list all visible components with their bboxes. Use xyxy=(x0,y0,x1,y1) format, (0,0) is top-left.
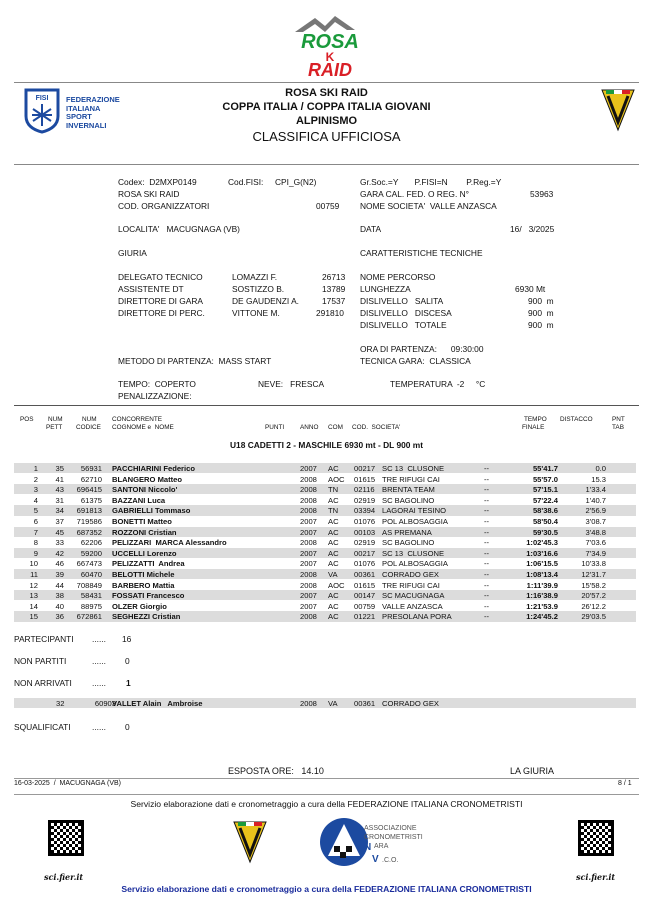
cell-name: UCCELLI Lorenzo xyxy=(112,548,177,558)
cell-codice: 708849 xyxy=(76,580,102,590)
cell-punti: -- xyxy=(484,527,490,537)
cell-pett: 34 xyxy=(55,506,64,516)
cell-soc: SC 13 CLUSONE xyxy=(382,464,445,473)
cell-name: SEGHEZZI Cristian xyxy=(112,612,181,622)
cell-punti: -- xyxy=(484,538,490,548)
cell-anno: 2007 xyxy=(300,601,317,611)
cell-anno: 2007 xyxy=(300,548,317,558)
cod-org-label: COD. ORGANIZZATORI xyxy=(118,201,210,211)
cell-anno: 2007 xyxy=(300,517,317,526)
date-place: 16-03-2025 / MACUGNAGA (VB) xyxy=(14,780,121,787)
assoc-line-4: N xyxy=(364,842,372,853)
col-tempo: TEMPO xyxy=(524,416,547,423)
cod-org-number: 00759 xyxy=(316,201,340,211)
official-role: DIRETTORE DI GARA xyxy=(118,296,204,306)
official-role: DIRETTORE DI PERC. xyxy=(118,308,205,318)
cell-punti: -- xyxy=(484,612,490,622)
col-pos: POS xyxy=(20,416,34,423)
codex: Codex: D2MXP0149 xyxy=(118,177,197,187)
nome-societa: NOME SOCIETA' VALLE ANZASCA xyxy=(360,201,497,211)
cell-distacco: 15.3 xyxy=(591,474,606,484)
cell-codice: 667473 xyxy=(76,559,102,569)
cell-cod: 00759 xyxy=(354,601,376,611)
cell-distacco: 10'33.8 xyxy=(581,559,606,569)
cell-codice: 58431 xyxy=(80,591,102,601)
event-discipline: ALPINISMO xyxy=(295,115,358,127)
official-role: ASSISTENTE DT xyxy=(118,284,184,294)
assoc-line-2: CRONOMETRISTI xyxy=(364,834,423,841)
table-row xyxy=(14,527,636,537)
caratteristiche-heading: CARATTERISTICHE TECNICHE xyxy=(360,248,483,258)
cell-pos: 14 xyxy=(29,601,38,611)
dnf-com: VA xyxy=(328,699,338,708)
cell-soc: POL ALBOSAGGIA xyxy=(382,517,448,526)
cell-cod: 00217 xyxy=(354,548,376,558)
cell-cod: 02919 xyxy=(354,495,376,505)
cell-punti: -- xyxy=(484,580,490,590)
cell-tempo: 1:16'38.9 xyxy=(526,591,558,601)
tech-label: DISLIVELLO DISCESA xyxy=(360,308,452,318)
official-code: 291810 xyxy=(316,308,344,318)
localita: LOCALITA' MACUGNAGA (VB) xyxy=(118,224,240,234)
fisi-line-3: SPORT xyxy=(66,112,92,121)
cell-punti: -- xyxy=(484,570,490,579)
cell-punti: -- xyxy=(484,506,490,516)
cell-tempo: 1:24'45.2 xyxy=(526,612,558,622)
cell-tempo: 1:06'15.5 xyxy=(526,559,558,569)
tech-value: 6930 Mt xyxy=(515,284,546,294)
cell-tempo: 55'41.7 xyxy=(532,464,558,473)
cell-name: BLANGERO Matteo xyxy=(112,474,183,484)
col-cognome: COGNOME e NOME xyxy=(112,424,174,431)
non-partiti-value: 0 xyxy=(125,656,130,666)
cell-pos: 4 xyxy=(33,495,38,505)
col-concorrente: CONCORRENTE xyxy=(112,416,163,423)
table-row xyxy=(14,558,636,568)
cod-fisi: Cod.FISI: CPI_G(N2) xyxy=(228,177,317,187)
neve: NEVE: FRESCA xyxy=(258,379,325,389)
tech-label: NOME PERCORSO xyxy=(360,272,436,282)
data-value: 16/ 3/2025 xyxy=(510,224,555,234)
cell-punti: -- xyxy=(484,601,490,611)
cell-punti: -- xyxy=(484,517,490,526)
col-anno: ANNO xyxy=(300,424,319,431)
official-code: 13789 xyxy=(322,284,346,294)
cell-codice: 88975 xyxy=(80,601,102,611)
esposta-ore: ESPOSTA ORE: 14.10 xyxy=(228,766,324,776)
cell-com: AC xyxy=(328,517,339,526)
table-rule xyxy=(14,405,639,406)
official-name: DE GAUDENZI A. xyxy=(232,296,300,306)
cell-distacco: 12'31.7 xyxy=(581,570,606,579)
cell-pos: 10 xyxy=(29,559,38,569)
cell-punti: -- xyxy=(484,591,490,601)
table-row xyxy=(14,484,636,494)
dots: ...... xyxy=(92,678,106,688)
cell-cod: 01221 xyxy=(354,612,376,622)
cell-name: BAZZANI Luca xyxy=(112,495,166,505)
table-row xyxy=(14,495,636,505)
cell-name: SANTONI Niccolo' xyxy=(112,485,178,495)
table-row xyxy=(14,590,636,600)
cell-anno: 2008 xyxy=(300,474,317,484)
cell-name: PELIZZARI MARCA Alessandro xyxy=(112,538,227,548)
cell-soc: PRESOLANA PORA xyxy=(382,612,452,622)
cell-codice: 691813 xyxy=(76,506,102,516)
cell-pos: 13 xyxy=(29,591,38,601)
flags: Gr.Soc.=Y P.FISI=N P.Reg.=Y xyxy=(360,177,502,187)
cell-tempo: 1:08'13.4 xyxy=(526,570,558,579)
cell-distacco: 2'56.9 xyxy=(585,506,606,516)
cell-pos: 15 xyxy=(29,612,38,622)
classification-title: CLASSIFICA UFFICIOSA xyxy=(252,129,401,144)
cell-punti: -- xyxy=(484,474,490,484)
cell-distacco: 0.0 xyxy=(595,464,606,473)
event-subtitle: COPPA ITALIA / COPPA ITALIA GIOVANI xyxy=(222,101,431,113)
cell-pett: 46 xyxy=(55,559,64,569)
cell-cod: 01615 xyxy=(354,474,376,484)
logo-text-k: K xyxy=(325,50,335,64)
cell-tempo: 1:02'45.3 xyxy=(526,538,558,548)
category-heading: U18 CADETTI 2 - MASCHILE 6930 mt - DL 900 mt xyxy=(230,440,423,450)
cell-soc: TRE RIFUGI CAI xyxy=(382,580,440,590)
cell-com: AC xyxy=(328,538,339,548)
cell-distacco: 29'03.5 xyxy=(581,612,606,622)
cell-name: BELOTTI Michele xyxy=(112,570,175,579)
cell-anno: 2007 xyxy=(300,591,317,601)
cell-cod: 00103 xyxy=(354,527,376,537)
cell-pos: 12 xyxy=(29,580,38,590)
dnf-name: VALLET Alain Ambroise xyxy=(112,699,203,708)
tech-label: DISLIVELLO SALITA xyxy=(360,296,444,306)
cell-pos: 2 xyxy=(33,474,38,484)
cell-tempo: 59'30.5 xyxy=(532,527,558,537)
page-number: 8 / 1 xyxy=(618,780,632,787)
col-codice: CODICE xyxy=(76,424,101,431)
fisi-acronym: FISI xyxy=(35,95,49,102)
cell-com: AOC xyxy=(328,580,345,590)
tecnica-gara: TECNICA GARA: CLASSICA xyxy=(360,356,471,366)
dnf-row xyxy=(14,698,636,708)
cell-com: TN xyxy=(328,485,339,495)
col-distacco: DISTACCO xyxy=(560,416,593,423)
cell-pett: 45 xyxy=(55,527,64,537)
cell-anno: 2008 xyxy=(300,538,317,548)
cell-tempo: 1:21'53.9 xyxy=(526,601,558,611)
cell-punti: -- xyxy=(484,559,490,569)
table-row xyxy=(14,611,636,621)
cell-pett: 43 xyxy=(55,485,64,495)
cell-punti: -- xyxy=(484,548,490,558)
cell-tempo: 57'22.4 xyxy=(532,495,558,505)
cell-com: AC xyxy=(328,495,339,505)
table-row xyxy=(14,537,636,547)
cell-tempo: 58'50.4 xyxy=(532,517,558,526)
fisi-coppa-logo-bottom xyxy=(232,818,268,864)
race-name: ROSA SKI RAID xyxy=(118,189,180,199)
cell-name: ROZZONI Cristian xyxy=(112,527,177,537)
cell-cod: 02116 xyxy=(354,485,375,495)
cell-pos: 8 xyxy=(33,538,38,548)
cell-tempo: 1:11'39.9 xyxy=(526,580,558,590)
cell-soc: SC 13 CLUSONE xyxy=(382,548,445,558)
cell-pett: 42 xyxy=(55,548,64,558)
tempo-meteo: TEMPO: COPERTO xyxy=(118,379,196,389)
cell-anno: 2007 xyxy=(300,527,317,537)
qr-code-right xyxy=(578,820,614,856)
tech-label: DISLIVELLO TOTALE xyxy=(360,320,447,330)
non-partiti-label: NON PARTITI xyxy=(14,656,67,666)
cell-cod: 01076 xyxy=(354,559,376,569)
penalizzazione: PENALIZZAZIONE: xyxy=(118,391,192,401)
data-label: DATA xyxy=(360,224,382,234)
temperatura: TEMPERATURA -2 °C xyxy=(390,379,486,389)
cell-name: PELIZZATTI Andrea xyxy=(112,559,185,569)
cell-com: AC xyxy=(328,591,339,601)
logo-text-raid: RAID xyxy=(308,60,352,78)
cell-distacco: 15'58.2 xyxy=(581,580,606,590)
cell-soc: BRENTA TEAM xyxy=(382,485,435,495)
table-row xyxy=(14,548,636,558)
tech-label: LUNGHEZZA xyxy=(360,284,411,294)
official-code: 26713 xyxy=(322,272,346,282)
cell-name: PACCHIARINI Federico xyxy=(112,464,195,473)
cell-anno: 2008 xyxy=(300,570,317,579)
cell-soc: AS PREMANA xyxy=(382,527,432,537)
fisi-line-1: FEDERAZIONE xyxy=(66,95,120,104)
cronometristi-logo xyxy=(316,816,426,870)
table-row xyxy=(14,505,636,515)
cell-distacco: 7'03.6 xyxy=(585,538,606,548)
cell-pos: 9 xyxy=(33,548,38,558)
assoc-line-5: V xyxy=(372,854,379,865)
dots: ...... xyxy=(92,656,106,666)
cell-distacco: 26'12.2 xyxy=(581,601,606,611)
dnf-cod: 00361 xyxy=(354,699,376,708)
partecipanti-label: PARTECIPANTI xyxy=(14,634,74,644)
assoc-line-1: ASSOCIAZIONE xyxy=(364,825,417,832)
gara-cal-label: GARA CAL. FED. O REG. N° xyxy=(360,189,469,199)
cell-cod: 00361 xyxy=(354,570,376,579)
partecipanti-value: 16 xyxy=(122,634,132,644)
cell-codice: 59200 xyxy=(80,548,102,558)
cell-pett: 40 xyxy=(55,601,64,611)
cell-distacco: 1'40.7 xyxy=(585,495,606,505)
metodo-partenza: METODO DI PARTENZA: MASS START xyxy=(118,356,272,366)
col-pnt: PNT xyxy=(612,416,625,423)
gara-cal-number: 53963 xyxy=(530,189,554,199)
ora-partenza: ORA DI PARTENZA: 09:30:00 xyxy=(360,344,484,354)
cell-soc: SC BAGOLINO xyxy=(382,495,435,505)
event-title: ROSA SKI RAID xyxy=(285,87,368,99)
cell-cod: 02919 xyxy=(354,538,376,548)
cell-pett: 35 xyxy=(55,464,64,473)
table-row xyxy=(14,569,636,579)
cell-pett: 38 xyxy=(55,591,64,601)
table-row xyxy=(14,463,636,473)
fisi-line-4: INVERNALI xyxy=(66,120,107,130)
cell-tempo: 55'57.0 xyxy=(532,474,558,484)
cell-distacco: 3'48.8 xyxy=(585,527,606,537)
cell-com: AC xyxy=(328,559,339,569)
cell-tempo: 1:03'16.6 xyxy=(526,548,558,558)
cell-pett: 33 xyxy=(55,538,64,548)
cell-pos: 5 xyxy=(33,506,38,516)
cell-cod: 00217 xyxy=(354,464,376,473)
cell-tempo: 58'38.6 xyxy=(532,506,558,516)
cell-punti: -- xyxy=(484,495,490,505)
qr-code-left xyxy=(48,820,84,856)
cell-anno: 2008 xyxy=(300,580,317,590)
col-finale: FINALE xyxy=(522,424,545,431)
footer-rule-2 xyxy=(14,794,639,795)
cell-distacco: 7'34.9 xyxy=(585,548,606,558)
official-role: DELEGATO TECNICO xyxy=(118,272,203,282)
cell-name: BONETTI Matteo xyxy=(112,517,172,526)
fisi-line-2: ITALIANA xyxy=(66,103,101,113)
cell-anno: 2008 xyxy=(300,612,317,622)
cell-codice: 61375 xyxy=(80,495,102,505)
cell-pett: 39 xyxy=(55,570,64,579)
cell-punti: -- xyxy=(484,485,490,495)
rosa-ski-raid-logo xyxy=(275,10,385,78)
non-arrivati-label: NON ARRIVATI xyxy=(14,678,72,688)
col-tab: TAB xyxy=(612,424,624,431)
qr-caption-right: sci.fier.it xyxy=(576,872,616,882)
tech-value: 900 m xyxy=(528,296,554,306)
cell-pett: 44 xyxy=(55,580,64,590)
cell-soc: POL ALBOSAGGIA xyxy=(382,559,448,569)
assoc-line-3: ARA xyxy=(374,843,389,850)
col-num: NUM xyxy=(48,416,63,423)
fisi-coppa-logo xyxy=(600,86,636,132)
cell-pos: 6 xyxy=(33,517,38,526)
cell-pett: 37 xyxy=(55,517,64,526)
cell-distacco: 3'08.7 xyxy=(585,517,606,526)
header-rule-bottom xyxy=(14,164,639,165)
official-name: LOMAZZI F. xyxy=(232,272,278,282)
col-com: COM xyxy=(328,424,343,431)
cell-com: AC xyxy=(328,464,339,473)
cell-distacco: 1'33.4 xyxy=(585,485,606,495)
non-arrivati-value: 1 xyxy=(126,678,131,688)
cell-distacco: 20'57.2 xyxy=(581,591,606,601)
header-rule-top xyxy=(14,82,639,83)
cell-punti: -- xyxy=(484,464,490,473)
cell-codice: 719586 xyxy=(76,517,102,526)
cell-com: AC xyxy=(328,548,339,558)
cell-soc: CORRADO GEX xyxy=(382,570,439,579)
cell-name: GABRIELLI Tommaso xyxy=(112,506,191,516)
cell-codice: 696415 xyxy=(76,485,102,495)
dnf-pett: 32 xyxy=(56,699,65,708)
cell-anno: 2008 xyxy=(300,495,317,505)
dnf-codice: 60903 xyxy=(94,699,116,708)
col-pett: PETT xyxy=(46,424,63,431)
dots: ...... xyxy=(92,722,106,732)
tech-value: 900 m xyxy=(528,320,554,330)
official-name: VITTONE M. xyxy=(232,308,280,318)
cell-codice: 62710 xyxy=(80,474,102,484)
logo-text-rosa: ROSA xyxy=(301,31,359,53)
col-num2: NUM xyxy=(82,416,97,423)
cell-soc: LAGORAI TESINO xyxy=(382,506,447,516)
cell-com: AOC xyxy=(328,474,345,484)
cell-codice: 687352 xyxy=(76,527,102,537)
cell-soc: VALLE ANZASCA xyxy=(382,601,443,611)
dnf-soc: CORRADO GEX xyxy=(382,699,439,708)
cell-pett: 36 xyxy=(55,612,64,622)
cell-tempo: 57'15.1 xyxy=(532,485,558,495)
la-giuria: LA GIURIA xyxy=(510,766,555,776)
giuria-heading: GIURIA xyxy=(118,248,147,258)
cell-com: VA xyxy=(328,570,338,579)
cell-codice: 60470 xyxy=(80,570,102,579)
cell-pos: 7 xyxy=(33,527,38,537)
cell-name: OLZER Giorgio xyxy=(112,601,167,611)
cell-com: AC xyxy=(328,601,339,611)
cell-com: AC xyxy=(328,612,339,622)
cell-com: AC xyxy=(328,527,339,537)
cell-cod: 01076 xyxy=(354,517,376,526)
service-text-bottom: Servizio elaborazione dati e cronometraggio a cura della FEDERAZIONE ITALIANA CRONOMETRISTI xyxy=(121,884,532,894)
cell-codice: 56931 xyxy=(80,464,102,473)
cell-pett: 41 xyxy=(55,474,64,484)
official-code: 17537 xyxy=(322,296,346,306)
cell-anno: 2007 xyxy=(300,464,317,473)
table-row xyxy=(14,601,636,611)
cell-anno: 2007 xyxy=(300,559,317,569)
qr-caption-left: sci.fier.it xyxy=(44,872,84,882)
col-cod-soc: COD. SOCIETA' xyxy=(352,424,401,431)
service-text: Servizio elaborazione dati e cronometraggio a cura della FEDERAZIONE ITALIANA CRONOMETRISTI xyxy=(130,799,523,809)
cell-anno: 2008 xyxy=(300,506,317,516)
cell-soc: SC MACUGNAGA xyxy=(382,591,445,601)
table-row xyxy=(14,474,636,484)
cell-pos: 1 xyxy=(33,464,38,473)
cell-com: TN xyxy=(328,506,339,516)
cell-codice: 672861 xyxy=(76,612,102,622)
squalificati-value: 0 xyxy=(125,722,130,732)
dnf-anno: 2008 xyxy=(300,699,317,708)
cell-pett: 31 xyxy=(55,495,64,505)
cell-pos: 11 xyxy=(30,570,38,579)
squalificati-label: SQUALIFICATI xyxy=(14,722,71,732)
dots: ...... xyxy=(92,634,106,644)
table-row xyxy=(14,516,636,526)
cell-soc: SC BAGOLINO xyxy=(382,538,435,548)
cell-codice: 62206 xyxy=(80,538,102,548)
cell-cod: 03394 xyxy=(354,506,376,516)
cell-name: FOSSATI Francesco xyxy=(112,591,185,601)
cell-cod: 01615 xyxy=(354,580,376,590)
table-row xyxy=(14,580,636,590)
cell-cod: 00147 xyxy=(354,591,376,601)
cell-name: BARBERO Mattia xyxy=(112,580,175,590)
col-punti: PUNTI xyxy=(265,424,285,431)
cell-anno: 2008 xyxy=(300,485,317,495)
assoc-line-6: .C.O. xyxy=(382,857,399,864)
official-name: SOSTIZZO B. xyxy=(232,284,285,294)
tech-value: 900 m xyxy=(528,308,554,318)
cell-pos: 3 xyxy=(33,485,38,495)
footer-rule xyxy=(14,778,639,779)
cell-soc: TRE RIFUGI CAI xyxy=(382,474,440,484)
